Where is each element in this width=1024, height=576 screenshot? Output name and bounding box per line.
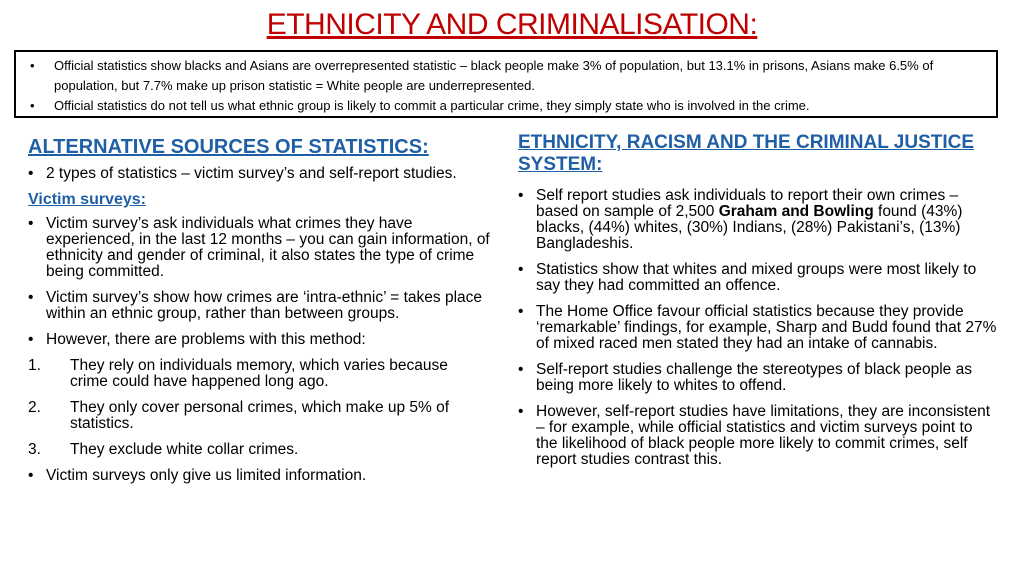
list-item: • Victim survey’s ask individuals what crimes they have experienced, in the last 12 months – you can gain information, of ethnicity and gender of criminal, it also states the type of crime being committed. (28, 215, 490, 280)
list-item: • 2 types of statistics – victim survey’s and self-report studies. (28, 165, 457, 182)
left-heading: ALTERNATIVE SOURCES OF STATISTICS: (28, 136, 429, 158)
numbered-item: 2. They only cover personal crimes, which make up 5% of statistics. (28, 399, 450, 432)
bullet-icon: • (518, 187, 524, 204)
list-item: • Self-report studies challenge the stereotypes of black people as being more likely to whites to offend. (518, 361, 972, 394)
left-column (28, 136, 490, 494)
page-title: ETHNICITY AND CRIMINALISATION: (266, 8, 758, 41)
bullet-icon: • (518, 403, 524, 420)
bullet-icon: • (28, 289, 34, 306)
list-item: • Statistics show that whites and mixed groups were most likely to say they had committed an offence. (518, 261, 977, 294)
summary-bullet: • Official statistics do not tell us what ethnic group is likely to commit a particular crime, they simply state who is involved in the crime. (28, 96, 986, 116)
list-item: • However, there are problems with this method: (28, 331, 366, 348)
list-item: • The Home Office favour official statistics because they provide ‘remarkable’ findings, for example, Sharp and Budd found that 27% of mixed raced men stated they had an intake of cannabis. (518, 303, 997, 352)
bullet-icon: • (518, 261, 524, 278)
bullet-icon: • (28, 215, 34, 232)
bullet-icon: • (28, 331, 34, 348)
author-names: Graham and Bowling (718, 203, 874, 220)
list-item: • Self report studies ask individuals to report their own crimes – based on sample of 2,500 Graham and Bowling found (43%) blacks, (44%) whites, (30%) Indians, (28%) Pakistani’s, (13%) Bangladeshis. (518, 187, 963, 252)
list-item: • Victim survey’s show how crimes are ‘intra-ethnic’ = takes place within an ethnic group, rather than between groups. (28, 289, 483, 322)
summary-bullet: • Official statistics show blacks and Asians are overrepresented statistic – black people make 3% of population, but 13.1% in prisons, Asians make 6.5% of population, but 7.7% make up prison statistic = White people are underrepresented. (28, 56, 986, 96)
bullet-icon: • (28, 165, 34, 182)
list-item: • Victim surveys only give us limited information. (28, 467, 367, 484)
list-item: • However, self-report studies have limitations, they are inconsistent – for example, while official statistics and victim surveys point to the likelihood of black people more likely to commit crimes, self report studies contrast this. (518, 403, 991, 468)
numbered-item: 3. They exclude white collar crimes. (28, 441, 299, 458)
bullet-icon: • (518, 361, 524, 378)
right-column (518, 132, 998, 478)
bullet-icon: • (28, 467, 34, 484)
victim-surveys-subheading: Victim surveys: (28, 191, 146, 208)
summary-box (14, 50, 998, 118)
bullet-icon: • (518, 303, 524, 320)
right-heading: ETHNICITY, RACISM AND THE CRIMINAL JUSTICE SYSTEM: (518, 132, 975, 175)
numbered-item: 1. They rely on individuals memory, which varies because crime could have happened long ago. (28, 357, 448, 390)
